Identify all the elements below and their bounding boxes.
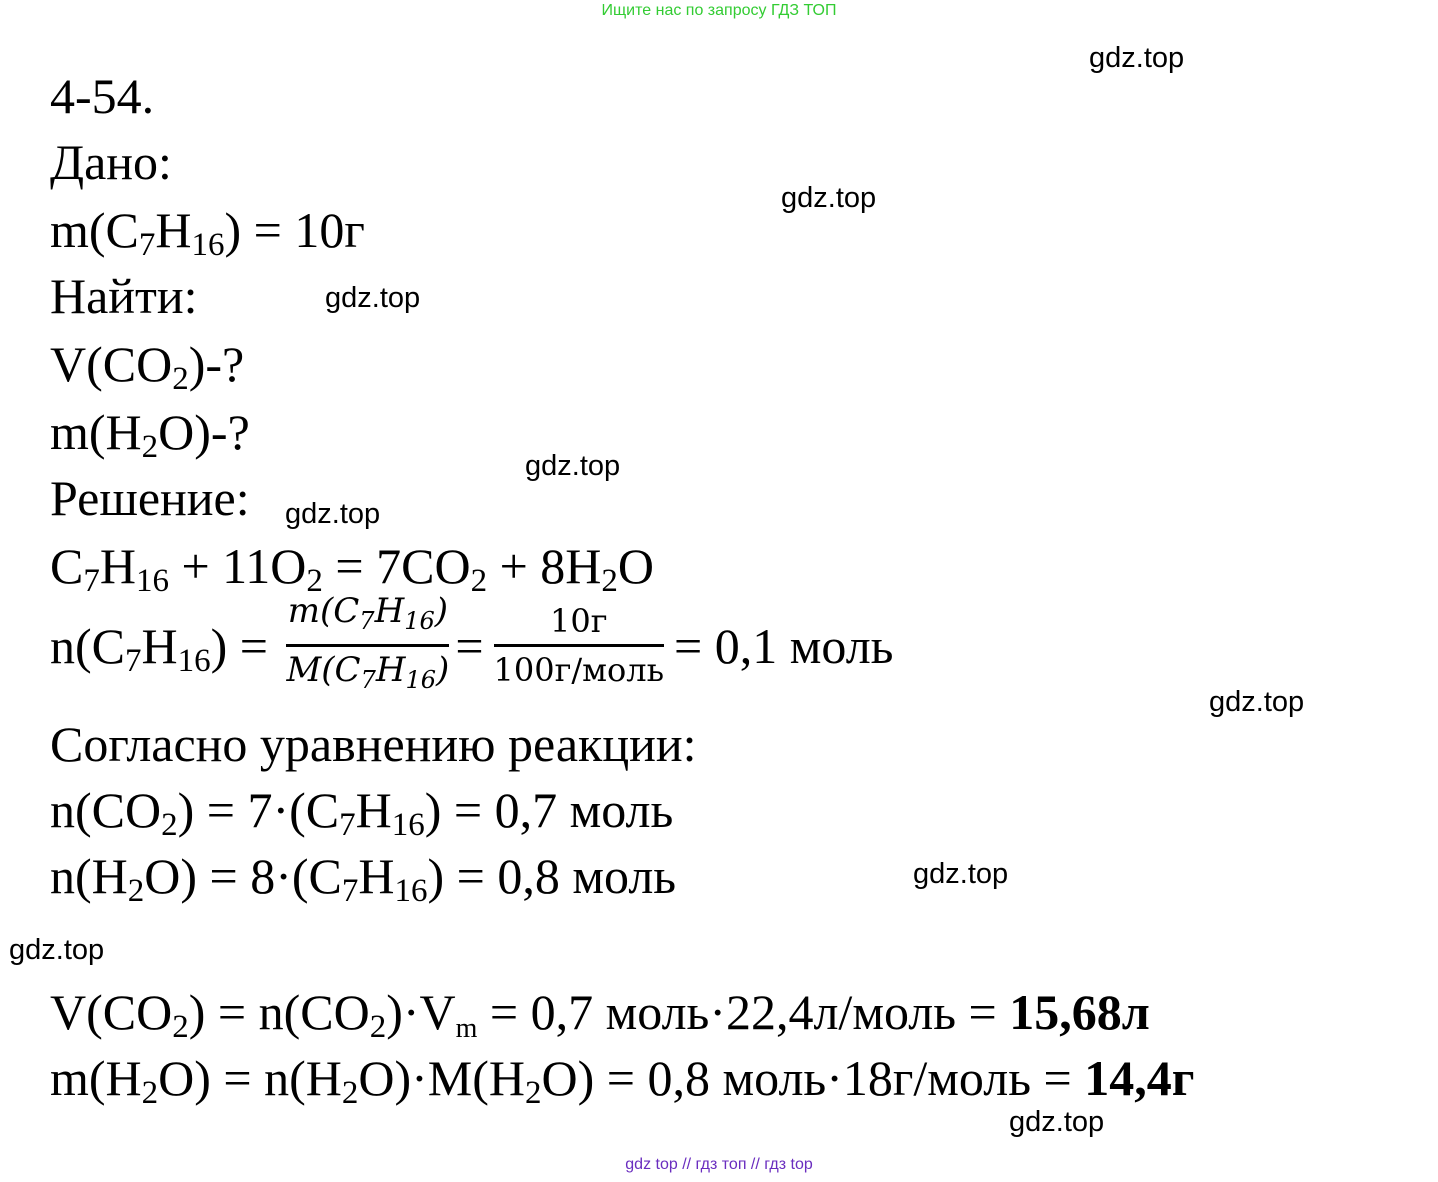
watermark: gdz.top bbox=[285, 498, 381, 530]
find-mass: $m(H_2O)-$? bbox=[50, 404, 250, 465]
fraction-mass-over-molar bbox=[286, 591, 449, 700]
fraction-numerator: $m(C_7H_{16})$ bbox=[287, 591, 449, 636]
fraction-denominator: $M(C_7H_{16})$ bbox=[286, 650, 450, 695]
watermark: gdz.top bbox=[781, 182, 877, 214]
watermark: gdz.top bbox=[325, 282, 421, 314]
fraction-numerator: 10г bbox=[550, 602, 608, 641]
find-label: Найти: bbox=[50, 268, 198, 324]
answer-mass: 14,4г bbox=[1084, 1050, 1195, 1106]
fraction-values bbox=[494, 601, 665, 690]
watermark: gdz.top bbox=[525, 450, 621, 482]
moles-h2o: $n(H_2O) = 8\cdot(C_7H_{16}) = 0,8$ моль bbox=[50, 848, 677, 909]
reaction-equation: $C_7H_{16} + 11O_2 = 7CO_2 + 8H_2O$ bbox=[50, 538, 654, 599]
top-banner: Ищите нас по запросу ГДЗ ТОП bbox=[601, 2, 837, 19]
given-label: Дано: bbox=[50, 134, 172, 190]
according-text: Согласно уравнению реакции: bbox=[50, 716, 697, 772]
find-volume: $V(CO_2)-$? bbox=[50, 336, 245, 397]
fraction-bar bbox=[286, 644, 449, 647]
watermark: gdz.top bbox=[1089, 42, 1185, 74]
watermark: gdz.top bbox=[1009, 1106, 1105, 1138]
footer-links[interactable]: gdz top // гдз топ // гдз top bbox=[625, 1156, 813, 1173]
answer-volume: 15,68л bbox=[1009, 984, 1150, 1040]
volume-co2: $V(CO_2) = n(CO_2)\cdot Vm = 0,7$ моль·22,4л/моль = 15,68л bbox=[50, 984, 1150, 1045]
watermark: gdz.top bbox=[9, 934, 105, 966]
given-mass: $m(C_7H_{16}) = 10г$ bbox=[50, 202, 365, 263]
watermark: gdz.top bbox=[1209, 686, 1305, 718]
moles-co2: $n(CO_2) = 7\cdot(C_7H_{16}) = 0,7$ моль bbox=[50, 782, 674, 843]
mass-h2o: $m(H_2O) = n(H_2O)\cdot M(H_2O) = 0,8$ моль·18г/моль = 14,4г bbox=[50, 1050, 1195, 1111]
solution-label: Решение: bbox=[50, 470, 250, 526]
moles-calculation: $n(C_7H_{16})$ = $\frac{m(C_7H_{16})}{M(C_7H_{16})}$ = $\frac{10г}{\text{100г/моль}}$ = 0,1 моль bbox=[50, 596, 893, 711]
watermark: gdz.top bbox=[913, 858, 1009, 890]
problem-number: 4-54. bbox=[50, 68, 155, 124]
fraction-bar bbox=[494, 644, 665, 647]
fraction-denominator: 100г/моль bbox=[493, 651, 665, 690]
